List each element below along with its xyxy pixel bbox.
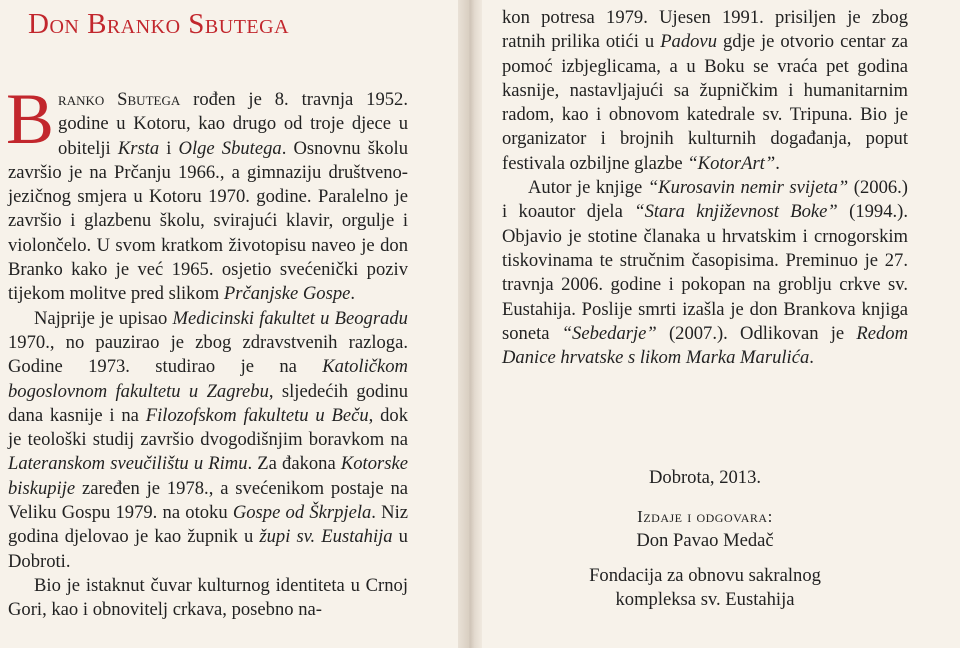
italic-run: Padovu [660,31,717,53]
italic-run: Olge Sbutega [178,137,282,159]
text-run: gdje je otvorio centar za pomoć izbjeglicama, a u Boku se vraća pet godina kasnije, nastavljajući sa župničkim i humanitarnim radom, kao i obnovom katedrale sv. Tripuna. Bio je organizator i brojnih kulturnih događanja, poput festivala ozbiljne glazbe [502,31,908,174]
page-title: Don Branko Sbutega [28,8,290,40]
text-run: (2007.). Odlikovan je [656,322,857,344]
text-run: . [775,152,780,174]
right-column-text [502,6,908,370]
italic-run: “Kurosavin nemir svijeta” [647,177,849,199]
text-run: . Osnovnu školu završio je na Prčanju 1966., a gimnaziju društveno-jezičnog smjera u Kotoru 1970. godine. Paralelno je završio i glazbenu školu, svirajući klavir, orgulje i violončelo. U svom kratkom životopisu naveo je don Branko kako je već 1965. osjetio svećenički poziv tijekom molitve pred slikom [8,137,408,305]
drop-cap: B [6,79,55,159]
text-run: , dok je teološki studij završio dvogodišnjim boravkom na [8,404,408,451]
publisher-name: Don Pavao Medač [636,530,774,551]
text-run: (2006.) i koautor djela [502,177,909,223]
text-run: kon potresa 1979. Ujesen 1991. prisiljen je zbog ratnih prilika otići u [502,7,908,53]
paragraph-3 [8,574,408,623]
foundation-line-2: kompleksa sv. Eustahija [615,589,795,610]
foundation-block [502,564,908,612]
italic-run: “Stara književnost Boke” [634,201,838,223]
text-run: (1994.). Objavio je stotine članaka u hrvatskim i crnogorskim tiskovinama te stručnim časopisima. Preminuo je 27. travnja 2006. godine i pokopan na groblju crkve sv. Eustahija. Poslije smrti izašla je don Brankova knjiga soneta [502,201,908,344]
italic-run: Filozofskom fakultetu u Beču [145,404,369,426]
lead-name: ranko Sbutega [58,89,181,110]
foundation-line-1: Fondacija za obnovu sakralnog [589,565,821,586]
text-run: i [159,137,179,159]
text-run: zaređen je 1978., a svećenikom postaje na Veliku Gospu 1979. na otoku [8,477,408,524]
italic-run: Lateranskom sveučilištu u Rimu [8,453,248,475]
text-run: . Za đakona [247,453,341,475]
publisher-block [502,505,908,553]
italic-run: Gospe od Škrpjela [232,502,372,524]
italic-run: Katoličkom bogoslovnom fakultetu u Zagrebu [8,356,408,402]
text-run: u Dobroti. [8,526,408,572]
paragraph-1 [6,79,408,307]
italic-run: Krsta [117,137,160,159]
place-date: Dobrota, 2013. [648,467,762,488]
left-page [0,0,458,648]
text-run: . Niz godina djelovao je kao župnik u [8,502,408,548]
text-run: Autor je knjige [528,177,648,199]
italic-run: Redom Danice hrvatske s likom Marka Marulića [502,322,908,369]
paragraph-5 [502,176,908,370]
text-run: , sljedećih godinu dana kasnije i na [8,380,408,426]
italic-run: Medicinski fakultet u Beogradu [172,307,408,329]
publisher-label: Izdaje i odgovara: [637,507,773,526]
paragraph-2 [8,307,408,574]
text-run: rođen je 8. travnja 1952. godine u Kotoru, kao drugo od troje djece u obitelji [58,89,408,159]
italic-run: župi sv. Eustahija [259,526,393,548]
italic-run: Kotorske biskupije [8,453,408,499]
paragraph-4 [502,6,908,176]
book-gutter [458,0,482,648]
left-column-text [6,79,408,623]
italic-run: “Sebedarje” [561,322,657,344]
text-run: 1970., no pauzirao je zbog zdravstvenih razloga. Godine 1973. studirao je na [8,331,408,378]
text-run: Bio je istaknut čuvar kulturnog identiteta u Crnoj Gori, kao i obnovitelj crkava, posebno na- [8,574,408,621]
italic-run: “KotorArt” [687,152,776,174]
text-run: . [350,283,356,305]
text-run: . [809,347,814,369]
text-run: Najprije je upisao [34,307,173,329]
italic-run: Prčanjske Gospe [223,283,351,305]
right-page [482,0,960,648]
